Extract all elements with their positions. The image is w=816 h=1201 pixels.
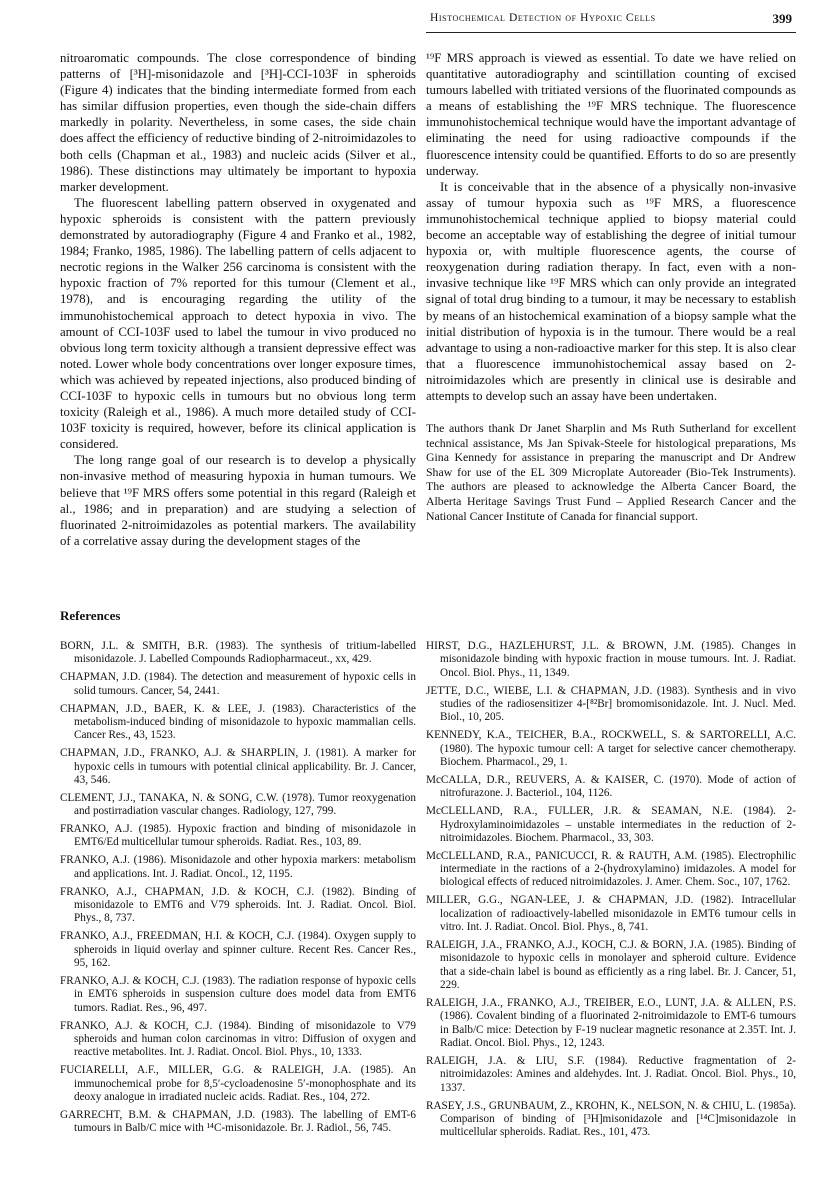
body-paragraph: It is conceivable that in the absence of a physically non-invasive assay of tumour hypoxia such as ¹⁹F MRS, a fluorescence immunohistochemical technique applied to biopsy material could become an acceptable way of establishing the degree of initial tumour hypoxia or, with multiple fluorescence agents, the course of reoxygenation during radiation therapy. In fact, even with a non-invasive technique like ¹⁹F MRS which can only provide an integrated signal of total drug binding to a tumour, it may be necessary to establish by means of an histochemical examination of a biopsy sample what the initial distribution of hypoxia is in the tumour. There would be a real advantage to using a non-radioactive marker for this step. It is also clear that a fluorescence immunohistochemical assay based on 2-nitroimidazoles which are presently in clinical use is desirable and attempts to develop such an assay have been undertaken. [426,179,796,403]
reference-entry: KENNEDY, K.A., TEICHER, B.A., ROCKWELL, S. & SARTORELLI, A.C. (1980). The hypoxic tumour cell: A target for selective cancer chemotherapy. Biochem. Pharmacol., 29, 1. [426,729,796,768]
reference-entry: RASEY, J.S., GRUNBAUM, Z., KROHN, K., NELSON, N. & CHIU, L. (1985a). Comparison of binding of [³H]misonidazole and [¹⁴C]misonidazole in multicellular spheroids. Radiat. Res., 101, 473. [426,1099,796,1139]
left-text-column [60,50,416,549]
body-paragraph: The long range goal of our research is to develop a physically non-invasive method of measuring hypoxia in human tumours. We believe that ¹⁹F MRS offers some potential in this regard (Raleigh et al., 1986; and in preparation) and are studying a selection of fluorinated 2-nitroimidazoles as potential markers. The availability of a correlative assay during the development stages of the [60,453,416,548]
acknowledgement: The authors thank Dr Janet Sharplin and Ms Ruth Sutherland for excellent technical assistance, Ms Jan Spivak-Steele for histological preparations, Ms Gina Kennedy for assistance in preparing the manuscript and Dr Andrew Shaw for use of the EL 309 Microplate Autoreader (Bio-Tek Instruments). The authors are pleased to acknowledge the Alberta Cancer Board, the Alberta Heritage Savings Trust Fund – Applied Research Cancer and the National Cancer Institute of Canada for financial support. [426,421,796,523]
running-header [426,8,796,33]
reference-entry: McCLELLAND, R.A., FULLER, J.R. & SEAMAN, N.E. (1984). 2-Hydroxylaminoimidazoles – unstable intermediates in the reduction of 2-nitroimidazoles. Biochem. Pharmacol., 33, 303. [426,805,796,844]
reference-entry: GARRECHT, B.M. & CHAPMAN, J.D. (1983). The labelling of EMT-6 tumours in Balb/C mice with ¹⁴C-misonidazole. Br. J. Radiol., 56, 745. [60,1108,416,1135]
page-number: 399 [772,11,792,26]
references-list-left [60,640,416,1140]
body-paragraph: The fluorescent labelling pattern observed in oxygenated and hypoxic spheroids is consistent with the pattern previously demonstrated by autoradiography (Figure 4 and Franko et al., 1982, 1984; Franko, 1985, 1986). The labelling pattern of cells adjacent to necrotic regions in the Walker 256 carcinoma is consistent with the hypoxic fraction of 7% reported for this tumour (Clement et al., 1978), and is encouraging regarding the utility of the immunohistochemical approach to detect hypoxia in vivo. The amount of CCI-103F used to label the tumour in vivo produced no obvious long term toxicity although a transient depressive effect was noted. Lower whole body concentrations over longer exposure times, which was achieved by repeated injections, also produced binding of CCI-103F to hypoxic cells in tumours but no obvious long term toxicity (Raleigh et al., 1986). A much more detailed study of CCI-103F toxicity is required, however, before its clinical application is considered. [60,195,416,452]
reference-entry: FRANKO, A.J. & KOCH, C.J. (1983). The radiation response of hypoxic cells in EMT6 spheroids in suspension culture does model data from EMT6 tumors. Radiat. Res., 96, 497. [60,974,416,1014]
reference-entry: CHAPMAN, J.D., FRANKO, A.J. & SHARPLIN, J. (1981). A marker for hypoxic cells in tumours with potential clinical applicability. Br. J. Cancer, 43, 546. [60,747,416,786]
reference-entry: JETTE, D.C., WIEBE, L.I. & CHAPMAN, J.D. (1983). Synthesis and in vivo studies of the radiosensitizer 4-[⁸²Br] bromomisonidazole. Int. J. Nucl. Med. Biol., 10, 205. [426,684,796,724]
reference-entry: RALEIGH, J.A. & LIU, S.F. (1984). Reductive fragmentation of 2-nitroimidazoles: Amines and aldehydes. Int. J. Radiat. Oncol. Biol. Phys., 10, 1337. [426,1054,796,1094]
running-title: Histochemical Detection of Hypoxic Cells [430,12,656,24]
reference-entry: FRANKO, A.J. (1985). Hypoxic fraction and binding of misonidazole in EMT6/Ed multicellular tumour spheroids. Radiat. Res., 103, 89. [60,823,416,849]
reference-entry: CHAPMAN, J.D., BAER, K. & LEE, J. (1983). Characteristics of the metabolism-induced binding of misonidazole to hypoxic mammalian cells. Cancer Res., 43, 1523. [60,702,416,742]
reference-entry: CLEMENT, J.J., TANAKA, N. & SONG, C.W. (1978). Tumor reoxygenation and postirradiation vascular changes. Radiology, 127, 799. [60,791,416,818]
reference-entry: HIRST, D.G., HAZLEHURST, J.L. & BROWN, J.M. (1985). Changes in misonidazole binding with hypoxic fraction in mouse tumours. Int. J. Radiat. Oncol. Biol. Phys., 11, 1349. [426,640,796,679]
reference-entry: FRANKO, A.J. (1986). Misonidazole and other hypoxia markers: metabolism and applications. Int. J. Radiat. Oncol., 12, 1195. [60,854,416,880]
reference-entry: McCLELLAND, R.A., PANICUCCI, R. & RAUTH, A.M. (1985). Electrophilic intermediate in the ractions of a 2-(hydroxylamino) imidazoles. A model for biological effects of reduced nitroimidazoles. J. Amer. Chem. Soc., 107, 1762. [426,849,796,889]
reference-entry: RALEIGH, J.A., FRANKO, A.J., KOCH, C.J. & BORN, J.A. (1985). Binding of misonidazole to hypoxic cells in monolayer and spheroid culture. Evidence that a side-chain label is bound as efficiently as a ring label. Br. J. Cancer, 51, 229. [426,939,796,992]
reference-entry: FRANKO, A.J., CHAPMAN, J.D. & KOCH, C.J. (1982). Binding of misonidazole to EMT6 and V79 spheroids. Int. J. Radiat. Oncol. Biol. Phys., 8, 737. [60,885,416,925]
right-text-column [426,50,796,523]
reference-entry: McCALLA, D.R., REUVERS, A. & KAISER, C. (1970). Mode of action of nitrofurazone. J. Bacteriol., 104, 1126. [426,773,796,800]
references-list-right [426,640,796,1144]
reference-entry: FRANKO, A.J. & KOCH, C.J. (1984). Binding of misonidazole to V79 spheroids and human colon carcinomas in vitro: Diffusion of oxygen and reactive metabolites. Int. J. Radiat. Oncol. Biol. Phys., 10, 1333. [60,1019,416,1059]
reference-entry: CHAPMAN, J.D. (1984). The detection and measurement of hypoxic cells in solid tumours. Cancer, 54, 2441. [60,671,416,697]
reference-entry: FUCIARELLI, A.F., MILLER, G.G. & RALEIGH, J.A. (1985). An immunochemical probe for 8,5′-cycloadenosine 5′-monophosphate and its deoxy analogue in irradiated nucleic acids. Radiat. Res., 104, 272. [60,1064,416,1103]
reference-entry: FRANKO, A.J., FREEDMAN, H.I. & KOCH, C.J. (1984). Oxygen supply to spheroids in liquid overlay and spinner culture. Recent Res. Cancer Res., 95, 162. [60,930,416,969]
reference-entry: BORN, J.L. & SMITH, B.R. (1983). The synthesis of tritium-labelled misonidazole. J. Labelled Compounds Radiopharmaceut., xx, 429. [60,640,416,666]
references-heading: References [60,608,121,623]
body-paragraph: ¹⁹F MRS approach is viewed as essential. To date we have relied on quantitative autoradiography and scintillation counting of excised tumours labelled with tritiated versions of the fluorinated compounds as a means of establishing the ¹⁹F MRS technique. The fluorescence immunohistochemical technique would have the important advantage of eliminating the need for using radioactive compounds if the fluorescence intensity could be quantified. Efforts to do so are presently underway. [426,51,796,178]
body-paragraph: nitroaromatic compounds. The close correspondence of binding patterns of [³H]-misonidazole and [³H]-CCI-103F in spheroids (Figure 4) indicates that the binding intermediate formed from each has similar diffusion properties, even though the side-chain differs markedly in polarity. Nevertheless, in some cases, the side chain does affect the efficiency of reductive binding of 2-nitroimidazoles to both cells (Chapman et al., 1983) and nucleic acids (Silver et al., 1986). These distinctions may ultimately be important to hypoxia marker development. [60,51,416,194]
reference-entry: MILLER, G.G., NGAN-LEE, J. & CHAPMAN, J.D. (1982). Intracellular localization of radioactively-labelled misonidazole in EMT6 tumour cells in vitro. Int. J. Radiat. Oncol. Biol. Phys., 8, 741. [426,894,796,934]
reference-entry: RALEIGH, J.A., FRANKO, A.J., TREIBER, E.O., LUNT, J.A. & ALLEN, P.S. (1986). Covalent binding of a fluorinated 2-nitroimidazole to EMT-6 tumours in Balb/C mice: Detection by F-19 nuclear magnetic resonance at 2.35T. Int. J. Radiat. Oncol. Biol. Phys., 12, 1243. [426,997,796,1050]
